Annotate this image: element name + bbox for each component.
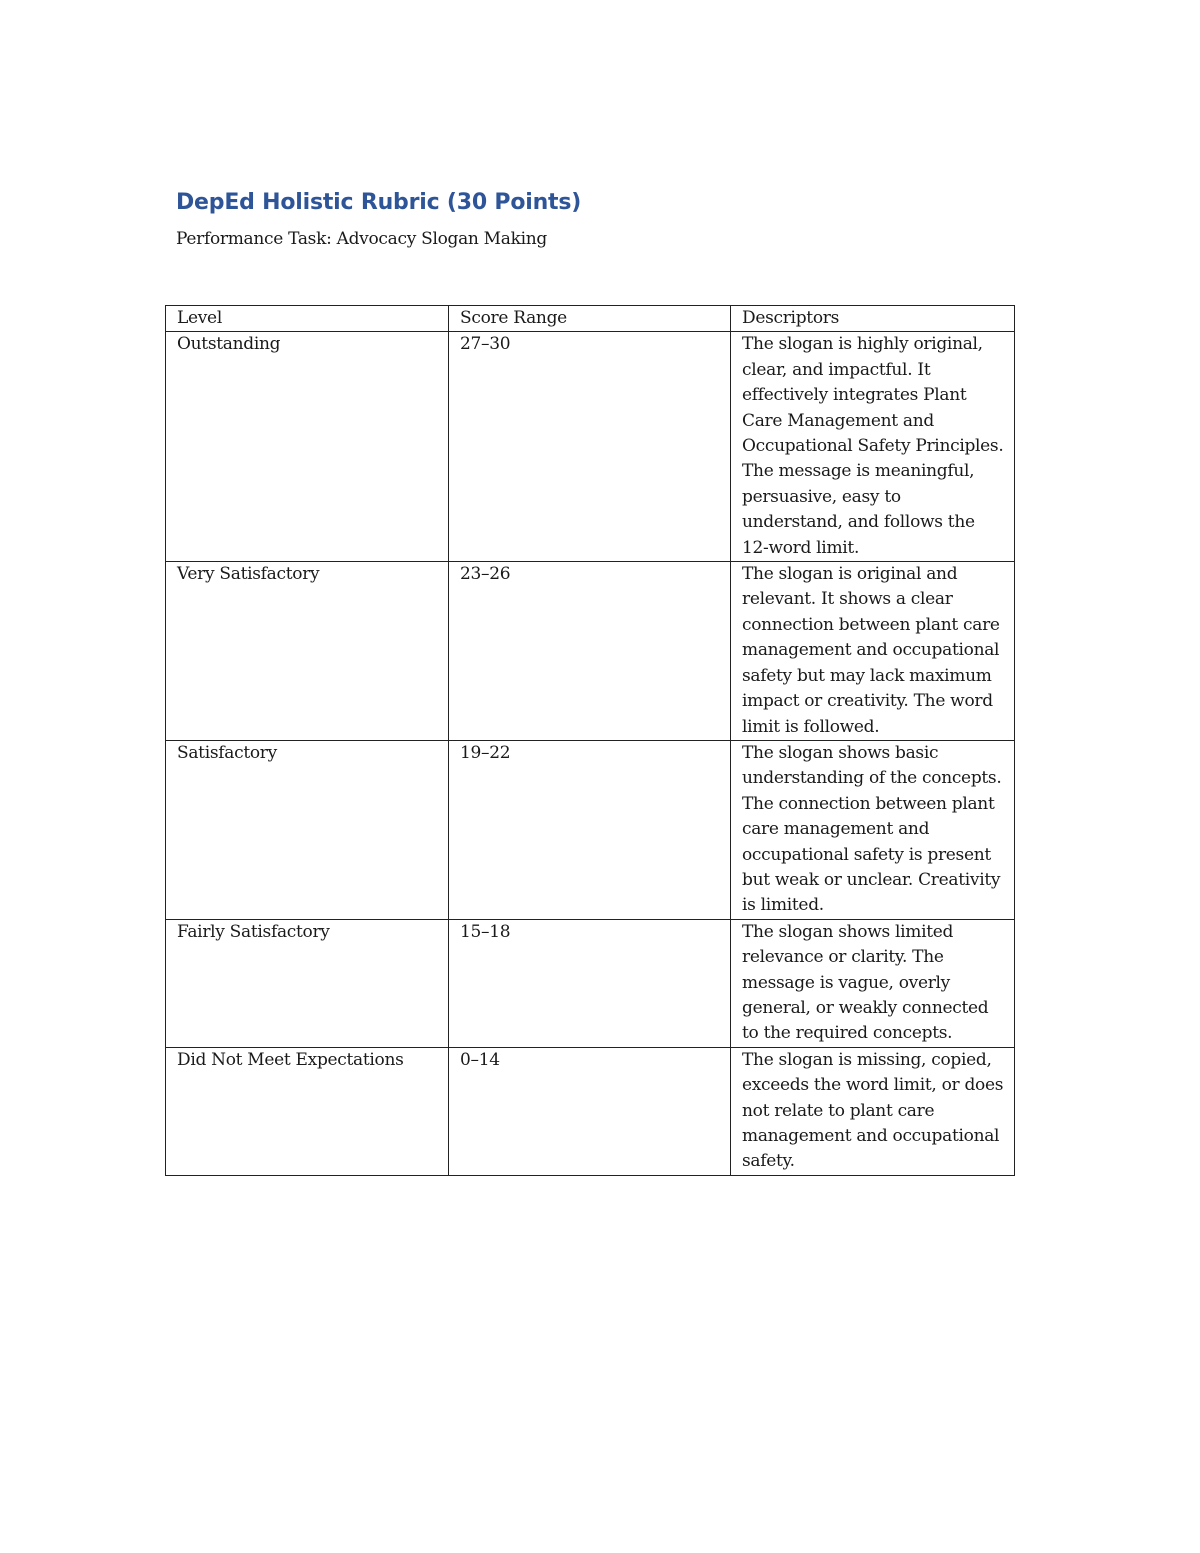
level-cell: Outstanding — [166, 332, 449, 562]
document-subtitle: Performance Task: Advocacy Slogan Making — [176, 229, 547, 249]
level-cell: Fairly Satisfactory — [166, 919, 449, 1047]
table-row — [166, 332, 1015, 562]
table-row — [166, 919, 1015, 1047]
header-score-range: Score Range — [449, 306, 731, 332]
level-cell: Very Satisfactory — [166, 562, 449, 741]
rubric-table — [165, 305, 1015, 1176]
score-range-cell: 27–30 — [449, 332, 731, 562]
score-range-cell: 23–26 — [449, 562, 731, 741]
score-range-cell: 0–14 — [449, 1047, 731, 1175]
document-title: DepEd Holistic Rubric (30 Points) — [176, 190, 582, 215]
descriptor-cell: The slogan is highly original, clear, and impactful. It effectively integrates Plant Care Management and Occupational Safety Principles. The message is meaningful, persuasive, easy to understand, and follows the 12-word limit. — [731, 332, 1015, 562]
descriptor-cell: The slogan shows limited relevance or clarity. The message is vague, overly general, or weakly connected to the required concepts. — [731, 919, 1015, 1047]
level-cell: Satisfactory — [166, 740, 449, 919]
table-row — [166, 740, 1015, 919]
table-row — [166, 1047, 1015, 1175]
table-row — [166, 562, 1015, 741]
score-range-cell: 15–18 — [449, 919, 731, 1047]
descriptor-cell: The slogan is missing, copied, exceeds the word limit, or does not relate to plant care management and occupational safety. — [731, 1047, 1015, 1175]
descriptor-cell: The slogan shows basic understanding of the concepts. The connection between plant care management and occupational safety is present but weak or unclear. Creativity is limited. — [731, 740, 1015, 919]
header-descriptors: Descriptors — [731, 306, 1015, 332]
score-range-cell: 19–22 — [449, 740, 731, 919]
table-header-row — [166, 306, 1015, 332]
descriptor-cell: The slogan is original and relevant. It shows a clear connection between plant care management and occupational safety but may lack maximum impact or creativity. The word limit is followed. — [731, 562, 1015, 741]
header-level: Level — [166, 306, 449, 332]
level-cell: Did Not Meet Expectations — [166, 1047, 449, 1175]
